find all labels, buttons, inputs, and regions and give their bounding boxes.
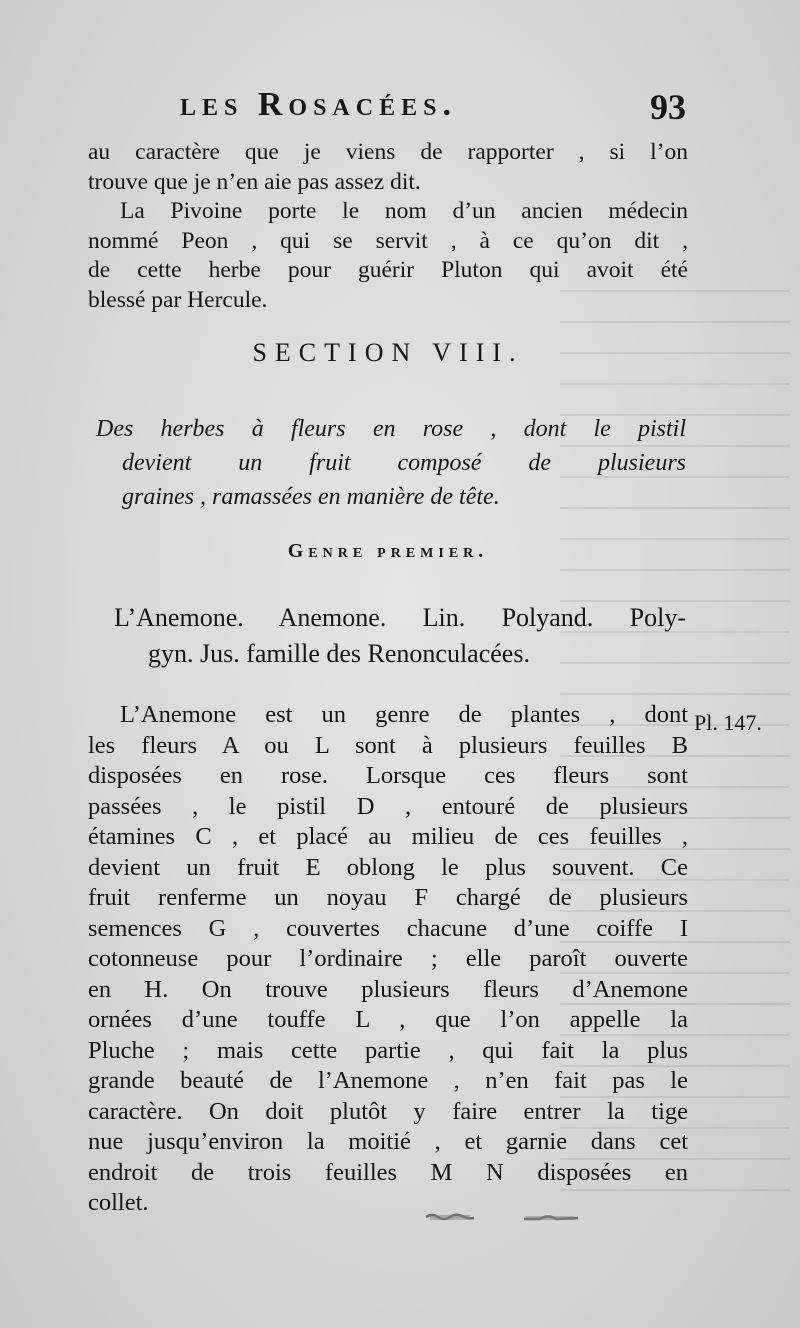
plate-reference: Pl. 147. xyxy=(694,710,762,735)
text-line: caractère. On doit plutôt y faire entrer la tige xyxy=(88,1097,688,1125)
subtitle-line: devient un fruit composé de plusieurs xyxy=(122,450,686,476)
text-line: les fleurs A ou L sont à plusieurs feuilles B xyxy=(88,731,688,759)
section-subtitle xyxy=(96,412,686,514)
page-number: 93 xyxy=(650,87,686,127)
genus-title xyxy=(114,600,686,672)
genus-heading: Genre premier. xyxy=(287,540,489,562)
text-line: Pluche ; mais cette partie , qui fait la plus xyxy=(88,1036,688,1064)
text-line: ornées d’une touffe L , que l’on appelle la xyxy=(88,1006,688,1033)
running-title: les Rosacées. xyxy=(180,86,457,123)
running-head xyxy=(90,82,700,126)
text-line: étamines C , et placé au milieu de ces feuilles , xyxy=(88,823,688,850)
text-line: au caractère que je viens de rapporter , si l’on xyxy=(88,139,688,165)
text-line: semences G , couvertes chacune d’une coiffe I xyxy=(88,914,688,942)
text-line: trouve que je n’en aie pas assez dit. xyxy=(88,168,421,195)
text-line: de cette herbe pour guérir Pluton qui avoit été xyxy=(88,257,688,283)
text-line: devient un fruit E oblong le plus souvent. Ce xyxy=(88,853,688,881)
text-line: blessé par Hercule. xyxy=(88,286,268,313)
intro-paragraphs xyxy=(88,138,688,315)
text-line: disposées en rose. Lorsque ces fleurs sont xyxy=(88,762,688,789)
text-line: endroit de trois feuilles M N disposées en xyxy=(88,1158,688,1186)
subtitle-line: graines , ramassées en manière de tête. xyxy=(122,484,500,510)
text-line: cotonneuse pour l’ordinaire ; elle paroît ouverte xyxy=(88,945,688,972)
genus-title-line: gyn. Jus. famille des Renonculacées. xyxy=(148,639,530,668)
text-line: collet. xyxy=(88,1189,149,1216)
genus-title-line: L’Anemone. Anemone. Lin. Polyand. Poly- xyxy=(114,603,686,632)
text-line: nue jusqu’environ la moitié , et garnie dans cet xyxy=(88,1128,688,1155)
text-line: fruit renferme un noyau F chargé de plusieurs xyxy=(88,884,688,911)
text-line: La Pivoine porte le nom d’un ancien médecin xyxy=(120,198,688,224)
text-line: en H. On trouve plusieurs fleurs d’Anemone xyxy=(88,975,688,1003)
text-line: passées , le pistil D , entouré de plusieurs xyxy=(88,792,688,820)
text-line: grande beauté de l’Anemone , n’en fait pas le xyxy=(88,1067,688,1094)
subtitle-line: Des herbes à fleurs en rose , dont le pistil xyxy=(96,416,686,442)
section-heading: SECTION VIII. xyxy=(252,338,524,367)
catchword-smudge-icon xyxy=(424,1210,476,1224)
catchword-smudge-icon xyxy=(522,1210,580,1224)
text-line: nommé Peon , qui se servit , à ce qu’on dit , xyxy=(88,227,688,254)
body-paragraph xyxy=(88,700,688,1219)
text-line: L’Anemone est un genre de plantes , dont xyxy=(120,701,688,728)
